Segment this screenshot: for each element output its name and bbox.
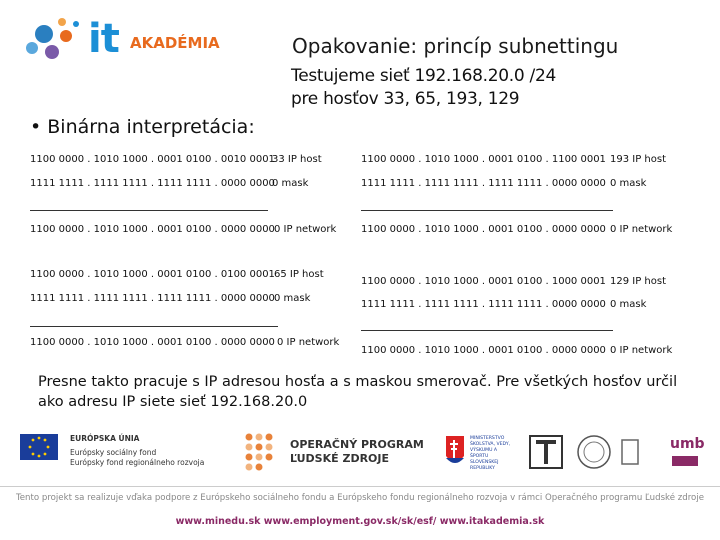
itakademia-logo: [22, 12, 220, 72]
net-193-binary: 1100 0000 . 1010 1000 . 0001 0100 . 0000 0000: [361, 224, 606, 235]
logo-akademia: AKADÉMIA: [130, 34, 220, 52]
ministry-text: MINISTERSTVO ŠKOLSTVA, VEDY, VÝSKUMU A ŠPORTU SLOVENSKEJ REPUBLIKY: [470, 436, 511, 471]
eu-line-1: EURÓPSKA ÚNIA: [70, 434, 140, 443]
slide-title: Opakovanie: princíp subnettingu: [292, 34, 619, 58]
umb-bar: [672, 456, 698, 466]
host-65-label: 65 IP host: [274, 269, 324, 280]
mask-129-binary: 1111 1111 . 1111 1111 . 1111 1111 . 0000 0000: [361, 299, 606, 310]
bullet-text: Binárna interpretácia:: [47, 116, 255, 138]
net-65-binary: 1100 0000 . 1010 1000 . 0001 0100 . 0000 0000: [30, 337, 275, 348]
host-33-label: 33 IP host: [272, 154, 322, 165]
divider-129: [361, 330, 613, 331]
host-193-binary: 1100 0000 . 1010 1000 . 0001 0100 . 1100 0001: [361, 154, 606, 165]
mask-193-label: 0 mask: [610, 178, 647, 189]
seal-logo-icon: [576, 434, 612, 470]
net-193-label: 0 IP network: [610, 224, 673, 235]
umb-logo: umb: [670, 436, 705, 452]
bullet-binary: • Binárna interpretácia:: [30, 116, 255, 138]
mask-65-binary: 1111 1111 . 1111 1111 . 1111 1111 . 0000 0000: [30, 293, 275, 304]
divider-33: [30, 210, 268, 211]
net-129-binary: 1100 0000 . 1010 1000 . 0001 0100 . 0000 0000: [361, 345, 606, 356]
mask-33-binary: 1111 1111 . 1111 1111 . 1111 1111 . 0000 0000: [30, 178, 275, 189]
divider-65: [30, 326, 278, 327]
op-line-1: OPERAČNÝ PROGRAM: [290, 438, 424, 451]
project-note: Tento projekt sa realizuje vďaka podpore z Európskeho sociálneho fondu a Európskeho fondu regionálneho rozvoja v rámci Operačného programu Ľudské zdroje: [15, 493, 704, 503]
host-65-binary: 1100 0000 . 1010 1000 . 0001 0100 . 0100 0001: [30, 269, 275, 280]
divider-193: [361, 210, 613, 211]
logo-it: it: [88, 16, 119, 62]
net-33-binary: 1100 0000 . 1010 1000 . 0001 0100 . 0000 0000: [30, 224, 275, 235]
net-65-label: 0 IP network: [277, 337, 340, 348]
logo-mark-icon: [22, 12, 92, 72]
host-129-binary: 1100 0000 . 1010 1000 . 0001 0100 . 1000 0001: [361, 276, 606, 287]
footer-logos: [0, 428, 720, 480]
mask-33-label: 0 mask: [272, 178, 309, 189]
host-193-label: 193 IP host: [610, 154, 667, 165]
slovak-coat-of-arms-icon: [444, 434, 466, 470]
mask-193-binary: 1111 1111 . 1111 1111 . 1111 1111 . 0000 0000: [361, 178, 606, 189]
net-33-label: 0 IP network: [274, 224, 337, 235]
university-logo-icon: [528, 434, 564, 470]
eu-flag-icon: [20, 434, 58, 460]
footer-divider: [0, 486, 720, 487]
mask-129-label: 0 mask: [610, 299, 647, 310]
host-129-label: 129 IP host: [610, 276, 667, 287]
op-dots-icon: [244, 432, 274, 472]
eu-line-2: Európsky sociálny fond: [70, 448, 157, 457]
seal-logo-2-icon: [620, 434, 640, 470]
subtitle-line-1: Testujeme sieť 192.168.20.0 /24: [291, 66, 556, 86]
eu-line-3: Európsky fond regionálneho rozvoja: [70, 458, 205, 467]
host-33-binary: 1100 0000 . 1010 1000 . 0001 0100 . 0010 0001: [30, 154, 275, 165]
conclusion-text: Presne takto pracuje s IP adresou hosťa a s maskou smerovač. Pre všetkých hosťov určil ako adresu IP siete sieť 192.168.20.0: [38, 374, 678, 410]
op-line-2: ĽUDSKÉ ZDROJE: [290, 452, 390, 465]
footer-links: www.minedu.sk www.employment.gov.sk/sk/esf/ www.itakademia.sk: [175, 516, 545, 527]
net-129-label: 0 IP network: [610, 345, 673, 356]
mask-65-label: 0 mask: [274, 293, 311, 304]
subtitle-line-2: pre hosťov 33, 65, 193, 129: [291, 89, 520, 109]
